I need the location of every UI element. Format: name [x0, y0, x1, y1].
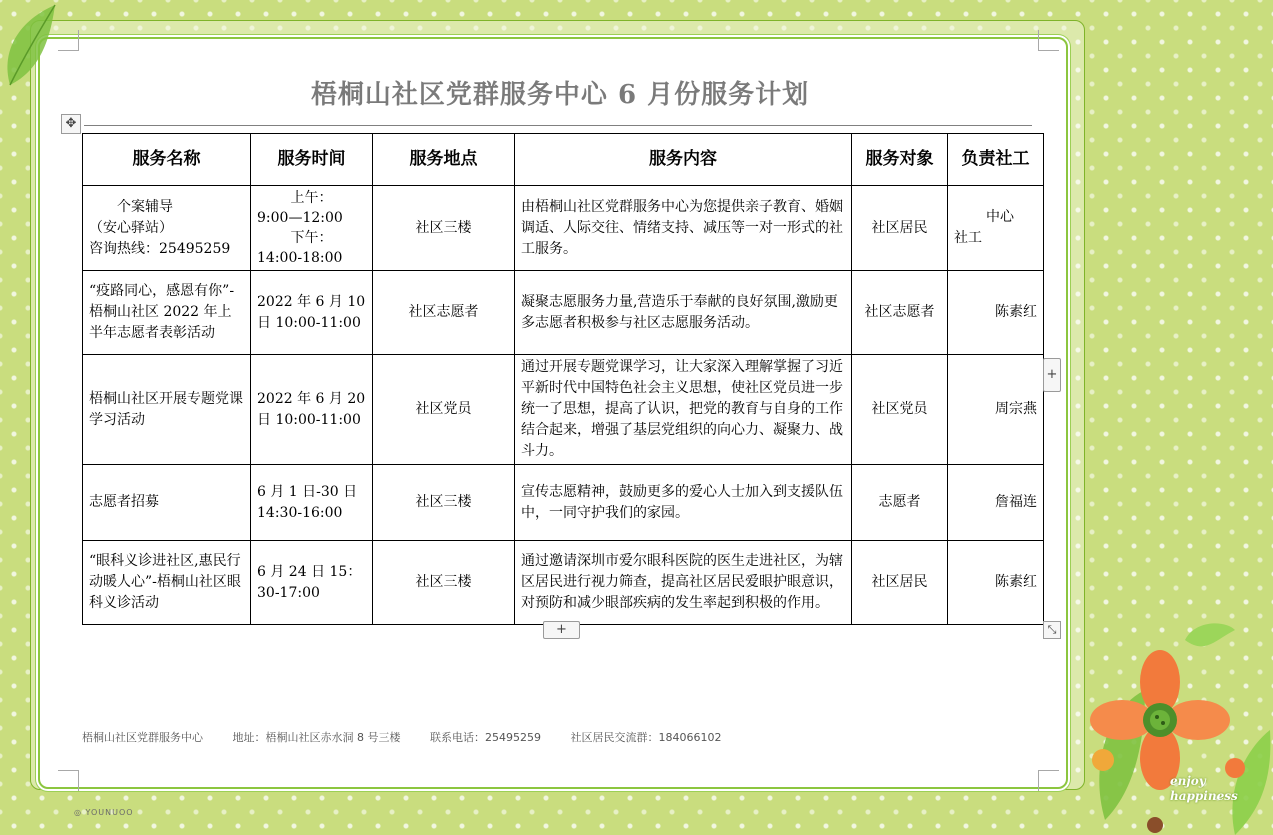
cell-service-location[interactable]: 社区三楼 — [373, 541, 515, 625]
table-row — [83, 186, 1044, 271]
add-column-button[interactable]: + — [1043, 358, 1061, 392]
crop-mark-top-right — [1038, 30, 1059, 51]
time-line: 上午： — [290, 190, 333, 206]
name-line: （安心驿站） — [89, 219, 173, 236]
time-line: 下午： — [290, 230, 333, 246]
crop-mark-bottom-right — [1038, 770, 1059, 791]
header-service-time[interactable]: 服务时间 — [251, 134, 373, 186]
cell-service-audience[interactable]: 社区党员 — [852, 355, 948, 465]
cell-service-content[interactable]: 凝聚志愿服务力量,营造乐于奉献的良好氛围,激励更多志愿者积极参与社区志愿服务活动。 — [515, 271, 852, 355]
slogan-line-2: happiness — [1170, 789, 1238, 803]
cell-service-audience[interactable]: 社区居民 — [852, 186, 948, 271]
table-resize-icon[interactable]: ⤡ — [1043, 621, 1061, 639]
title-divider — [84, 125, 1032, 126]
footer-group: 社区居民交流群：184066102 — [570, 731, 722, 744]
add-row-button[interactable]: + — [543, 621, 580, 639]
page-footer — [82, 729, 748, 745]
cell-service-owner[interactable]: 詹福连 — [948, 465, 1044, 541]
cell-service-audience[interactable]: 社区志愿者 — [852, 271, 948, 355]
cell-service-audience[interactable]: 社区居民 — [852, 541, 948, 625]
cell-service-location[interactable]: 社区三楼 — [373, 186, 515, 271]
name-line: 个案辅导 — [117, 198, 173, 215]
cell-service-owner[interactable]: 陈素红 — [948, 541, 1044, 625]
cell-service-time[interactable]: 2022 年 6 月 10 日 10:00-11:00 — [251, 271, 373, 355]
cell-service-owner[interactable]: 周宗燕 — [948, 355, 1044, 465]
header-service-location[interactable]: 服务地点 — [373, 134, 515, 186]
cell-service-name[interactable]: 志愿者招募 — [83, 465, 251, 541]
service-plan-table[interactable] — [82, 133, 1044, 625]
header-service-owner[interactable]: 负责社工 — [948, 134, 1044, 186]
owner-text: 中心社工 — [954, 209, 1014, 246]
cell-service-audience[interactable]: 志愿者 — [852, 465, 948, 541]
cell-service-name[interactable]: “眼科义诊进社区,惠民行动暖人心”-梧桐山社区眼科义诊活动 — [83, 541, 251, 625]
slogan-line-1: enjoy — [1170, 774, 1206, 788]
leaf-decoration-icon — [0, 0, 70, 90]
name-line: 咨询热线：25495259 — [89, 240, 231, 257]
cell-service-content[interactable]: 宣传志愿精神，鼓励更多的爱心人士加入到支援队伍中，一同守护我们的家园。 — [515, 465, 852, 541]
header-service-audience[interactable]: 服务对象 — [852, 134, 948, 186]
footer-org: 梧桐山社区党群服务中心 — [82, 731, 203, 744]
table-header-row — [83, 134, 1044, 186]
footer-address: 地址：梧桐山社区赤水洞 8 号三楼 — [232, 731, 401, 744]
table-row — [83, 465, 1044, 541]
time-line: 9:00—12:00 — [257, 210, 343, 226]
header-service-content[interactable]: 服务内容 — [515, 134, 852, 186]
cell-service-location[interactable]: 社区志愿者 — [373, 271, 515, 355]
cell-service-content[interactable]: 由梧桐山社区党群服务中心为您提供亲子教育、婚姻调适、人际交往、情绪支持、减压等一对一形式的社工服务。 — [515, 186, 852, 271]
cell-service-time[interactable]: 6 月 1 日-30 日 14:30-16:00 — [251, 465, 373, 541]
cell-service-time[interactable]: 6 月 24 日 15：30-17:00 — [251, 541, 373, 625]
header-service-name[interactable]: 服务名称 — [83, 134, 251, 186]
page-title[interactable]: 梧桐山社区党群服务中心 6 月份服务计划 — [310, 80, 810, 110]
cell-service-name[interactable] — [83, 186, 251, 271]
cell-service-time[interactable]: 2022 年 6 月 20 日 10:00-11:00 — [251, 355, 373, 465]
watermark-logo: ◎ YOUNUOO — [74, 808, 134, 817]
cell-service-owner[interactable] — [948, 186, 1044, 271]
table-row — [83, 271, 1044, 355]
cell-service-location[interactable]: 社区三楼 — [373, 465, 515, 541]
cell-service-time[interactable] — [251, 186, 373, 271]
cell-service-owner[interactable]: 陈素红 — [948, 271, 1044, 355]
watermark-text: YOUNUOO — [85, 808, 134, 817]
table-row — [83, 541, 1044, 625]
cell-service-location[interactable]: 社区党员 — [373, 355, 515, 465]
crop-mark-bottom-left — [58, 770, 79, 791]
footer-phone: 联系电话：25495259 — [430, 731, 541, 744]
cell-service-name[interactable]: “疫路同心，感恩有你”-梧桐山社区 2022 年上半年志愿者表彰活动 — [83, 271, 251, 355]
time-line: 14:00-18:00 — [257, 250, 343, 266]
cell-service-name[interactable]: 梧桐山社区开展专题党课学习活动 — [83, 355, 251, 465]
table-move-icon[interactable]: ✥ — [61, 114, 81, 134]
table-row — [83, 355, 1044, 465]
cell-service-content[interactable]: 通过邀请深圳市爱尔眼科医院的医生走进社区，为辖区居民进行视力筛查，提高社区居民爱眼护眼意识，对预防和减少眼部疾病的发生率起到积极的作用。 — [515, 541, 852, 625]
slogan-text — [1170, 774, 1238, 804]
cell-service-content[interactable]: 通过开展专题党课学习，让大家深入理解掌握了习近平新时代中国特色社会主义思想，使社区党员进一步统一了思想，提高了认识，把党的教育与自身的工作结合起来，增强了基层党组织的向心力、凝聚力、战斗力。 — [515, 355, 852, 465]
